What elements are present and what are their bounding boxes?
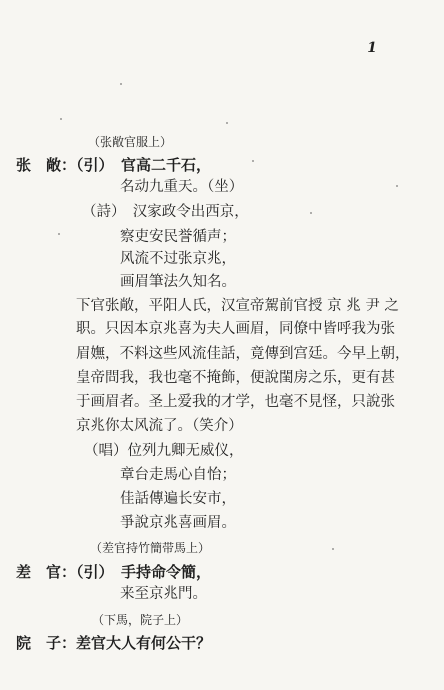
verse-line: 爭說京兆喜画眉。: [120, 515, 236, 531]
paper-speck: [310, 212, 312, 214]
paper-speck: [58, 233, 60, 235]
verse-line: （詩） 汉家政令出西京，: [82, 204, 249, 220]
dialogue-line: 差 官：（引） 手持命令簡，: [16, 563, 212, 581]
verse-line: 察吏安民誉循声；: [120, 229, 236, 245]
paper-speck: [226, 122, 228, 124]
page-number: 1: [365, 40, 379, 56]
verse-line: 来至京兆門。: [120, 586, 207, 602]
stage-direction: （下馬，院子上）: [92, 613, 189, 627]
stage-direction: （张敞官服上）: [88, 135, 173, 149]
paper-speck: [396, 185, 398, 187]
paper-speck: [120, 83, 122, 85]
prose-line: 眉嫵，不料这些风流佳話，竟傳到宫廷。今早上朝，: [76, 346, 410, 362]
dialogue-line: 院 子：差官大人有何公干？: [16, 634, 212, 652]
prose-line: 职。只因本京兆喜为夫人画眉，同僚中皆呼我为张: [76, 321, 395, 337]
verse-line: 画眉筆法久知名。: [120, 274, 236, 290]
prose-line: 下官张敞，平阳人氏，汉宣帝駕前官授 京 兆 尹 之: [76, 298, 399, 314]
paper-speck: [60, 118, 62, 120]
verse-line: （唱）位列九卿无威仪，: [84, 443, 244, 459]
prose-line: 京兆你太风流了。（笑介）: [76, 418, 243, 434]
paper-speck: [252, 160, 254, 162]
verse-line: 名动九重天。（坐）: [120, 179, 244, 195]
verse-line: 风流不过张京兆，: [120, 251, 236, 267]
dialogue-line: 张 敞：（引） 官高二千石，: [16, 156, 212, 174]
paper-speck: [332, 548, 334, 550]
prose-line: 皇帝問我，我也毫不掩飾，便說閨房之乐，更有甚: [76, 370, 395, 386]
verse-line: 章台走馬心自怡；: [120, 467, 236, 483]
verse-line: 佳話傳遍长安市，: [120, 491, 236, 507]
stage-direction: （差官持竹簡带馬上）: [90, 541, 211, 555]
prose-line: 于画眉者。圣上爱我的才学，也毫不見怪，只說张: [76, 394, 395, 410]
